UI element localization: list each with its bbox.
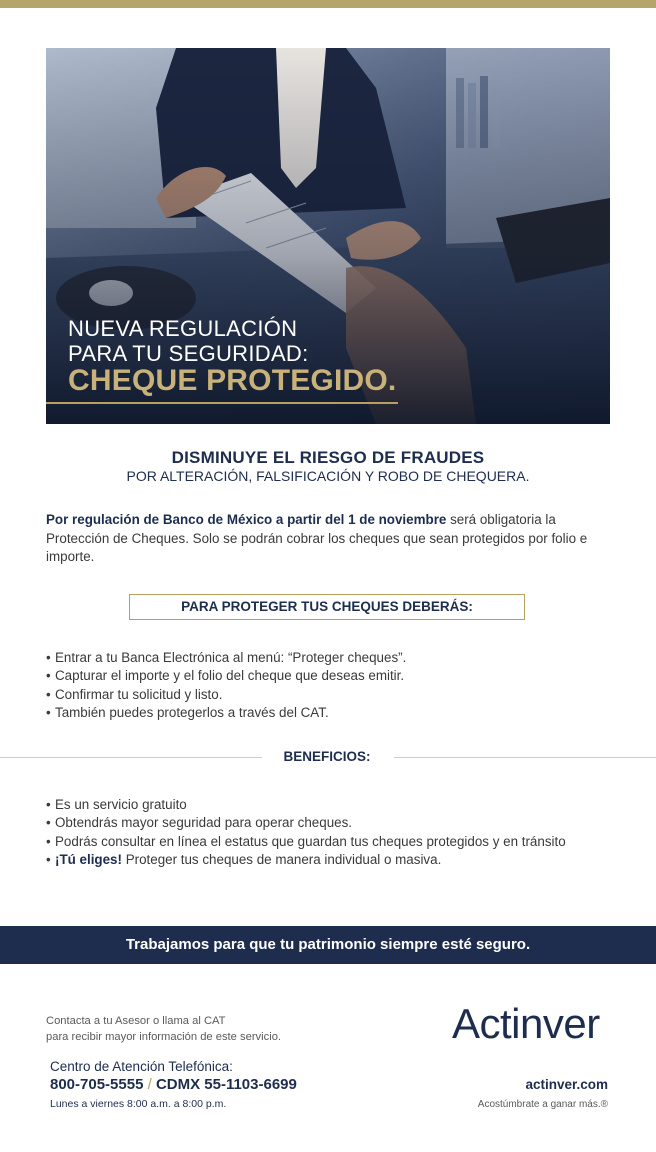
benefits-title: BENEFICIOS: [283, 749, 371, 764]
website-link[interactable]: actinver.com [525, 1077, 608, 1092]
benefits-list [46, 796, 566, 869]
phone-link-cdmx[interactable]: CDMX 55-1103-6699 [155, 1076, 297, 1093]
top-accent-bar [0, 0, 656, 8]
intro-bold: Por regulación de Banco de México a partir del 1 de noviembre [46, 512, 447, 527]
contact-line-2: para recibir mayor información de este servicio. [46, 1030, 282, 1043]
benefit-rest: Proteger tus cheques de manera individual o masiva. [121, 851, 442, 867]
steps-title-box: PARA PROTEGER TUS CHEQUES DEBERÁS: [129, 594, 525, 620]
slogan: Acostúmbrate a ganar más.® [477, 1099, 608, 1110]
intro-paragraph [46, 511, 616, 567]
divider-left [0, 757, 262, 758]
list-item: • Capturar el importe y el folio del cheque que deseas emitir. [46, 667, 406, 685]
steps-list [46, 649, 406, 722]
list-item: • Confirmar tu solicitud y listo. [46, 686, 406, 704]
phone-link-national[interactable]: 800-705-5555 [50, 1076, 144, 1093]
hero-line-2: PARA TU SEGURIDAD: [68, 341, 309, 366]
phone-separator: / [147, 1076, 152, 1093]
cat-title: Centro de Atención Telefónica: [50, 1059, 233, 1074]
list-item: • Entrar a tu Banca Electrónica al menú: “Proteger cheques”. [46, 649, 406, 667]
intro-rest: será obligatoria la Protección de Cheques. Solo se podrán cobrar los cheques que sean protegidos por folio e importe. [46, 512, 588, 564]
list-item: • Es un servicio gratuito [46, 796, 566, 814]
headline-title: DISMINUYE EL RIESGO DE FRAUDES [171, 448, 485, 467]
contact-line-1: Contacta a tu Asesor o llama al CAT [46, 1015, 226, 1027]
list-item [46, 851, 566, 869]
hero-banner [46, 48, 610, 424]
list-item: • También puedes protegerlos a través del CAT. [46, 704, 406, 722]
divider-right [394, 757, 656, 758]
hero-highlight: CHEQUE PROTEGIDO. [68, 364, 397, 397]
hero-gold-rule [46, 402, 398, 404]
benefit-bold: ¡Tú eliges! [55, 851, 122, 867]
list-item: • Obtendrás mayor seguridad para operar cheques. [46, 814, 566, 832]
list-item: • Podrás consultar en línea el estatus que guardan tus cheques protegidos y en tránsito [46, 833, 566, 851]
security-banner: Trabajamos para que tu patrimonio siempre esté seguro. [0, 926, 656, 964]
contact-text [46, 1014, 281, 1045]
hero-line-1: NUEVA REGULACIÓN [68, 316, 298, 341]
actinver-logo: Actinver [452, 1000, 600, 1047]
phone-numbers [50, 1076, 297, 1093]
headline-subtitle: POR ALTERACIÓN, FALSIFICACIÓN Y ROBO DE CHEQUERA. [126, 468, 530, 484]
service-hours: Lunes a viernes 8:00 a.m. a 8:00 p.m. [50, 1098, 227, 1110]
